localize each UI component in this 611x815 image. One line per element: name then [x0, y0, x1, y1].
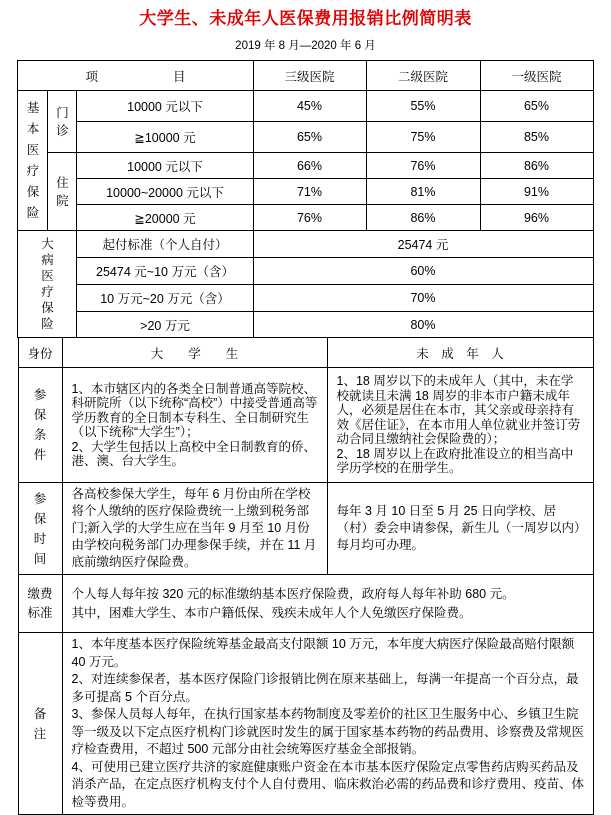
- rate-cell: 76%: [366, 153, 480, 179]
- outpatient-label: [48, 91, 77, 153]
- rate-cell: 55%: [366, 91, 480, 122]
- table-row: [18, 285, 593, 312]
- basic-insurance-label-text: 基本医疗保险: [26, 100, 40, 220]
- table-header-row: [18, 61, 593, 91]
- table-row: [18, 231, 593, 258]
- rate-cell: 85%: [480, 122, 593, 153]
- rate-cell: 91%: [480, 179, 593, 205]
- table-row: [18, 91, 593, 122]
- inpatient-label: [48, 153, 77, 231]
- value-cell: 70%: [253, 285, 593, 312]
- major-insurance-label-text: 大病医疗保险: [41, 237, 54, 331]
- identity-label: 身份: [18, 338, 62, 368]
- time-label-text: 参保时间: [33, 491, 47, 566]
- identity-student-cell: 大 学 生: [62, 338, 327, 368]
- conditions-student-item: 2、大学生包括以上高校中全日制教育的侨、港、澳、台大学生。: [71, 439, 316, 468]
- range-cell: 10000 元以下: [77, 91, 253, 122]
- range-cell: 起付标准（个人自付）: [77, 231, 253, 258]
- value-cell: 60%: [253, 258, 593, 285]
- conditions-minor-item: 1、18 周岁以下的未成年人（其中，未在学校就读且未满 18 周岁的非本市户籍未成年人，必须是居住在本市，其父亲或母亲持有效《居住证》，在本市用人单位就业并签订劳动合同且缴纳社会保险费的）；: [336, 374, 581, 447]
- rate-cell: 86%: [480, 153, 593, 179]
- table-row: [18, 258, 593, 285]
- standard-label-text: 缴费标准: [27, 586, 53, 620]
- outpatient-label-text: 门诊: [56, 105, 69, 138]
- standard-cell: [62, 575, 593, 633]
- rate-cell: 81%: [366, 179, 480, 205]
- value-cell: 80%: [253, 312, 593, 338]
- range-cell: >20 万元: [77, 312, 253, 338]
- standard-label: [18, 575, 62, 633]
- note-item: 3、参保人员每人每年，在执行国家基本药物制度及零差价的社区卫生服务中心、乡镇卫生院等一级及以下定点医疗机构门诊就医时发生的属于国家基本药物的药品费用、诊察费及常规医疗检查费用，不超过 500 元部分由社会统筹医疗基金全部报销。: [71, 707, 585, 756]
- range-cell: 10000 元以下: [77, 153, 253, 179]
- rate-cell: 96%: [480, 205, 593, 231]
- details-table: [18, 337, 594, 815]
- table-row: [18, 312, 593, 338]
- rate-cell: 86%: [366, 205, 480, 231]
- conditions-label-text: 参保条件: [33, 388, 47, 462]
- conditions-label: [18, 368, 62, 483]
- header-item-cell: 项 目: [18, 61, 253, 91]
- standard-line: 其中，困难大学生、本市户籍低保、残疾未成年人个人免缴医疗保险费。: [71, 605, 472, 620]
- document-subtitle: 2019 年 8 月—2020 年 6 月: [235, 40, 376, 52]
- time-student-cell: 各高校参保大学生，每年 6 月份由所在学校将个人缴纳的医疗保险费统一上缴到税务部门;新入学的大学生应在当年 9 月至 10 月份由学校向税务部门办理参保手续，并在 11 月底前缴纳医疗保险费。: [62, 483, 327, 575]
- notes-label-text: 备注: [33, 706, 47, 741]
- range-cell: 10000~20000 元以下: [77, 179, 253, 205]
- table-row: [18, 122, 593, 153]
- note-item: 4、可使用已建立医疗共济的家庭健康账户资金在本市基本医疗保险定点零售药店购买药品及消杀产品，在定点医疗机构支付个人自付费用、临床救治必需的药品费和诊疗费用、疫苗、体检等费用。: [71, 759, 585, 809]
- time-label: [18, 483, 62, 575]
- notes-row: [18, 633, 593, 815]
- document-title: 大学生、未成年人医保费用报销比例简明表: [139, 9, 472, 28]
- table-row: [18, 153, 593, 179]
- notes-label: [18, 633, 62, 815]
- range-cell: ≧20000 元: [77, 205, 253, 231]
- rate-cell: 45%: [253, 91, 366, 122]
- rate-cell: 71%: [253, 179, 366, 205]
- conditions-minor-item: 2、18 周岁以上在政府批准设立的相当高中学历学校的在册学生。: [336, 446, 574, 476]
- rate-cell: 75%: [366, 122, 480, 153]
- inpatient-label-text: 住院: [56, 175, 69, 208]
- note-item: 1、本年度基本医疗保险统筹基金最高支付限额 10 万元，本年度大病医疗保险最高赔付限额 40 万元。: [71, 637, 575, 669]
- range-cell: 25474 元~10 万元（含）: [77, 258, 253, 285]
- standard-line: 个人每人每年按 320 元的标准缴纳基本医疗保险费，政府每人每年补助 680 元。: [71, 586, 515, 601]
- conditions-student-item: 1、本市辖区内的各类全日制普通高等院校、科研院所（以下统称“高校”）中接受普通高等学历教育的全日制本专科生、全日制研究生（以下统称“大学生”）；: [71, 381, 318, 439]
- value-cell: 25474 元: [253, 231, 593, 258]
- conditions-minor-cell: [327, 368, 593, 483]
- identity-minor-cell: 未 成 年 人: [327, 338, 593, 368]
- identity-row: [18, 338, 593, 368]
- standard-row: [18, 575, 593, 633]
- range-cell: 10 万元~20 万元（含）: [77, 285, 253, 312]
- header-tier2-cell: 二级医院: [366, 61, 480, 91]
- conditions-student-cell: [62, 368, 327, 483]
- header-tier1-cell: 一级医院: [480, 61, 593, 91]
- time-minor-cell: 每年 3 月 10 日至 5 月 25 日向学校、居（村）委会申请参保，新生儿（一周岁以内）每月均可办理。: [327, 483, 593, 575]
- rates-table: [17, 60, 593, 338]
- rate-cell: 65%: [480, 91, 593, 122]
- rate-cell: 66%: [253, 153, 366, 179]
- basic-insurance-label: [18, 91, 48, 231]
- table-row: [18, 205, 593, 231]
- range-cell: ≧10000 元: [77, 122, 253, 153]
- rate-cell: 65%: [253, 122, 366, 153]
- notes-cell: [62, 633, 593, 815]
- major-insurance-label: [18, 231, 77, 338]
- note-item: 2、对连续参保者，基本医疗保险门诊报销比例在原来基础上，每满一年提高一个百分点，最多可提高 5 个百分点。: [71, 672, 579, 704]
- conditions-row: [18, 368, 593, 483]
- header-tier3-cell: 三级医院: [253, 61, 366, 91]
- table-row: [18, 179, 593, 205]
- time-row: [18, 483, 593, 575]
- rate-cell: 76%: [253, 205, 366, 231]
